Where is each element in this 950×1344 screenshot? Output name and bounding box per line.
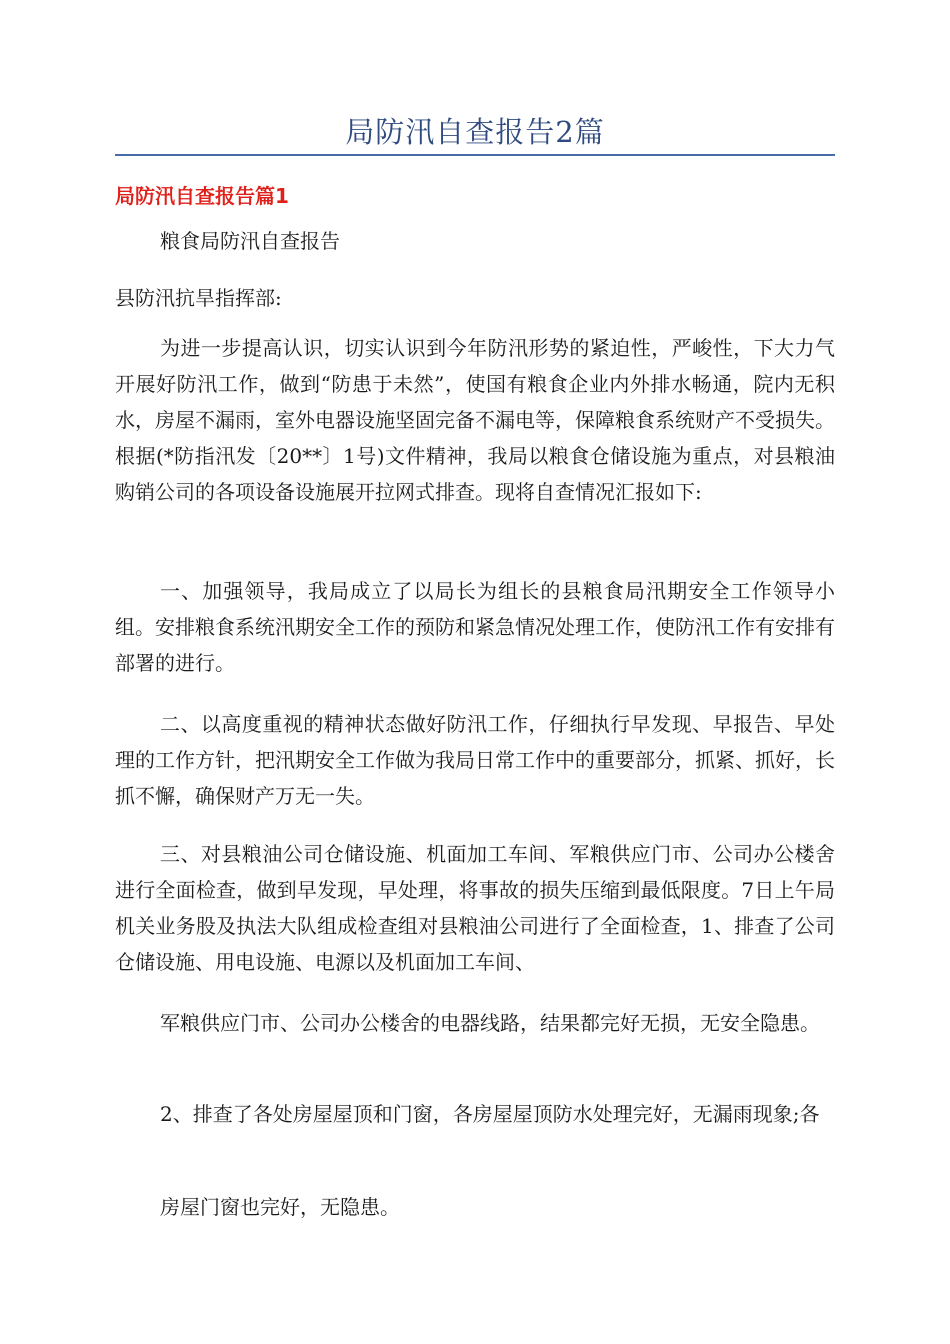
paragraph-inspection-continued: 军粮供应门市、公司办公楼舍的电器线路，结果都完好无损，无安全隐患。	[160, 1011, 820, 1035]
paragraph-intro: 为进一步提高认识，切实认识到今年防汛形势的紧迫性，严峻性，下大力气开展好防汛工作，做到“防患于未然”，使国有粮食企业内外排水畅通，院内无积水，房屋不漏雨，室外电器设施坚固完备不漏电等，保障粮食系统财产不受损失。根据(*防指汛发〔20**〕1号)文件精神，我局以粮食仓储设施为重点，对县粮油购销公司的各项设备设施展开拉网式排查。现将自查情况汇报如下:	[115, 336, 835, 504]
title-underline	[115, 154, 835, 156]
paragraph-leadership: 一、加强领导，我局成立了以局长为组长的县粮食局汛期安全工作领导小组。安排粮食系统汛期安全工作的预防和紧急情况处理工作，使防汛工作有安排有部署的进行。	[115, 579, 835, 675]
paragraph-inspection: 三、对县粮油公司仓储设施、机面加工车间、军粮供应门市、公司办公楼舍进行全面检查，做到早发现，早处理，将事故的损失压缩到最低限度。7日上午局机关业务股及执法大队组成检查组对县粮油公司进行了全面检查，1、排查了公司仓储设施、用电设施、电源以及机面加工车间、	[115, 842, 835, 974]
report-subtitle: 粮食局防汛自查报告	[160, 229, 340, 253]
salutation: 县防汛抗旱指挥部:	[115, 286, 282, 310]
paragraph-roof-check: 2、排查了各处房屋屋顶和门窗，各房屋屋顶防水处理完好，无漏雨现象;各	[160, 1102, 820, 1126]
section-heading: 局防汛自查报告篇1	[115, 184, 289, 208]
paragraph-windows: 房屋门窗也完好，无隐患。	[160, 1195, 400, 1219]
document-title: 局防汛自查报告2篇	[345, 115, 605, 149]
paragraph-attention: 二、以高度重视的精神状态做好防汛工作，仔细执行早发现、早报告、早处理的工作方针，把汛期安全工作做为我局日常工作中的重要部分，抓紧、抓好，长抓不懈，确保财产万无一失。	[115, 712, 835, 808]
